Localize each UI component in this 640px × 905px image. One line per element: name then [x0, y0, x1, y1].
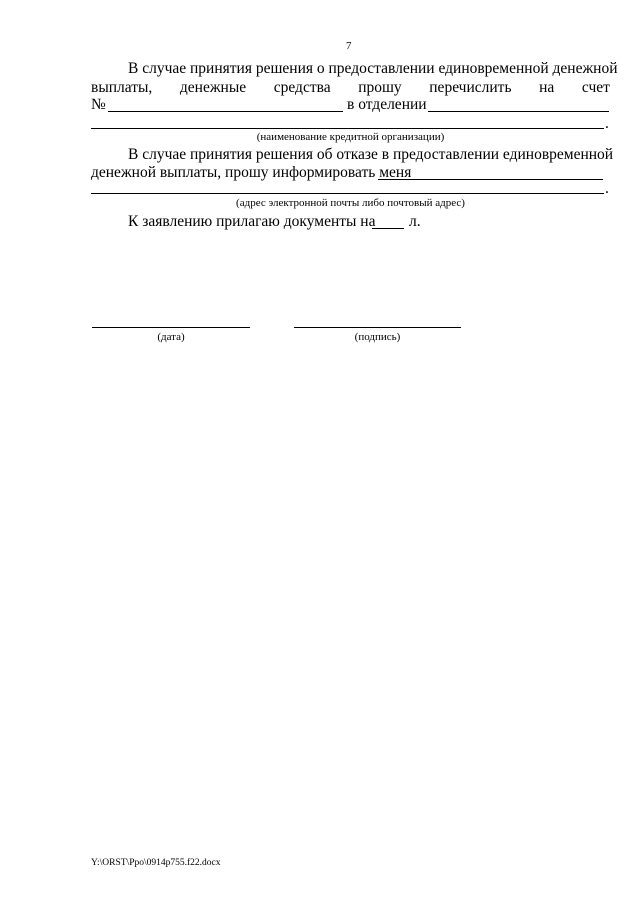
- page-number: 7: [346, 40, 352, 52]
- attach-suffix: л.: [409, 213, 421, 230]
- para2-line2: денежной выплаты, прошу информировать меня: [91, 164, 412, 181]
- word: счет: [581, 79, 610, 96]
- address-field[interactable]: [91, 193, 604, 194]
- para2-line1: В случае принятия решения об отказе в предоставлении единовременной: [128, 146, 614, 163]
- word: денежные: [179, 79, 247, 96]
- bank-name-caption: (наименование кредитной организации): [256, 131, 445, 143]
- word: прошу: [358, 79, 402, 96]
- para1-line2: [91, 79, 610, 97]
- bank-name-field[interactable]: [91, 128, 604, 129]
- branch-label: в отделении: [347, 96, 427, 113]
- footer-file-path: Y:\ORST\Ppo\0914p755.f22.docx: [91, 858, 221, 868]
- word: выплаты,: [91, 79, 153, 96]
- branch-field[interactable]: [428, 111, 609, 112]
- pages-count-field[interactable]: [372, 228, 404, 229]
- contact-field[interactable]: [378, 179, 603, 180]
- word: на: [539, 79, 555, 96]
- number-sign: №: [91, 96, 106, 113]
- period: .: [605, 115, 609, 132]
- signature-field[interactable]: [294, 327, 461, 328]
- word: средства: [273, 79, 331, 96]
- period: .: [605, 180, 609, 197]
- account-number-field[interactable]: [108, 111, 343, 112]
- date-field[interactable]: [92, 327, 250, 328]
- address-caption: (адрес электронной почты либо почтовый адрес): [236, 197, 465, 209]
- para1-line1: В случае принятия решения о предоставлении единовременной денежной: [128, 60, 618, 77]
- word: перечислить: [429, 79, 512, 96]
- date-caption: (дата): [157, 331, 185, 343]
- attach-text: К заявлению прилагаю документы на: [128, 213, 376, 230]
- signature-caption: (подпись): [354, 331, 401, 343]
